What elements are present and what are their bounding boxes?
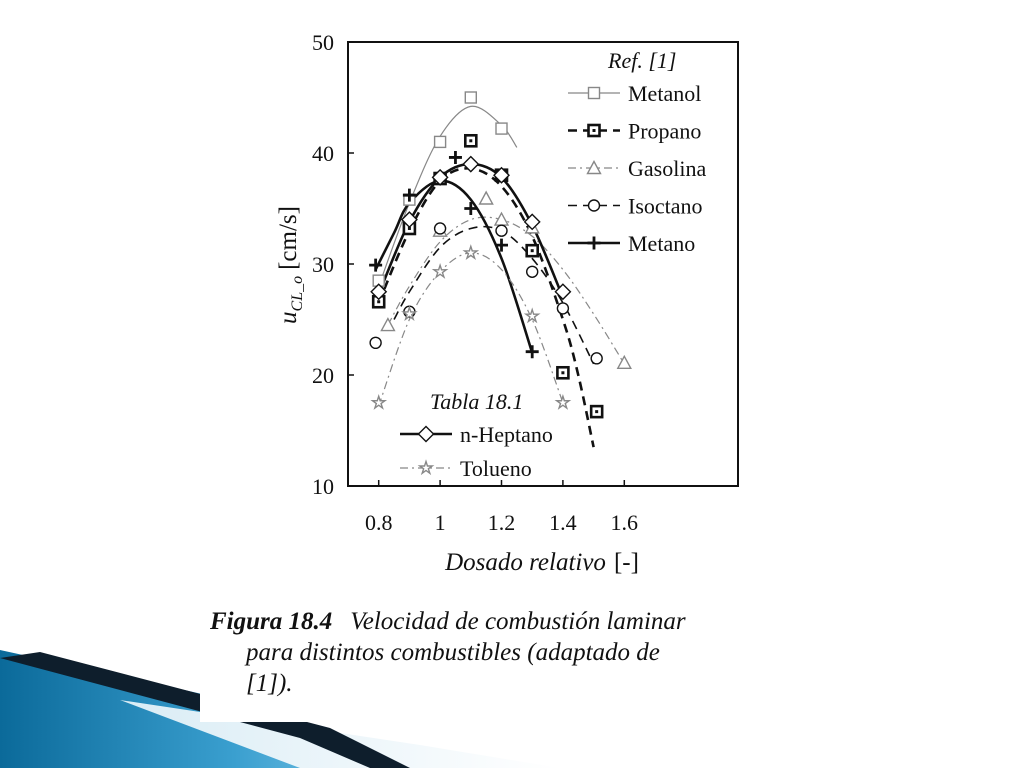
legend-label: Propano (628, 118, 702, 144)
x-tick-label: 1.2 (487, 510, 516, 535)
legend-marker (419, 427, 434, 442)
data-point (526, 345, 539, 358)
legend-marker (588, 237, 601, 250)
legend-table-title: Tabla 18.1 (430, 389, 524, 414)
legend-label: Gasolina (628, 156, 707, 181)
caption-label: Figura 18.4 (210, 608, 333, 635)
plot-frame (348, 42, 738, 486)
y-tick-label: 40 (312, 141, 334, 166)
legend-item-gasolina (568, 156, 706, 181)
legend-ref (568, 48, 706, 256)
data-point (496, 123, 507, 134)
data-point (591, 353, 602, 364)
legend-marker (420, 462, 432, 474)
legend-item-n-heptano (400, 422, 553, 447)
data-point (434, 265, 446, 277)
legend-marker (589, 200, 600, 211)
data-point (480, 192, 493, 204)
x-tick-label: 1 (434, 510, 446, 535)
legend-item-metanol (568, 81, 701, 106)
legend-label: n-Heptano (460, 422, 553, 447)
legend-item-tolueno (400, 456, 532, 481)
legend-label: Isoctano (628, 193, 703, 219)
caption-line-1: Velocidad de combustión laminar (350, 608, 686, 635)
data-point (370, 337, 381, 348)
caption-line-3: [1]). (246, 670, 293, 697)
data-point (557, 303, 568, 314)
y-tick-label: 20 (312, 363, 334, 388)
x-axis-label-main: Dosado relativo (445, 549, 606, 576)
x-tick-label: 0.8 (364, 510, 393, 535)
data-point (618, 356, 631, 368)
data-point (465, 92, 476, 103)
y-tick-label: 30 (312, 252, 334, 277)
series-line-metano (376, 181, 533, 353)
series-markers-gasolina (381, 192, 630, 368)
caption-line-2: para distintos combustibles (adaptado de (246, 639, 660, 666)
series-line-gasolina (388, 217, 624, 364)
y-axis-label (275, 206, 306, 324)
y-axis-label-unit: [cm/s] (275, 206, 302, 270)
legend-table (400, 389, 553, 481)
series-markers-tolueno (373, 246, 570, 408)
y-tick-label: 50 (312, 30, 334, 55)
data-point (557, 396, 569, 408)
x-axis-label-unit: [-] (613, 549, 639, 576)
data-point (381, 319, 394, 331)
x-tick-label: 1.6 (610, 510, 639, 535)
x-axis-label (444, 549, 639, 576)
legend-item-isoctano (568, 194, 703, 219)
data-point (435, 223, 446, 234)
legend-ref-title: Ref. [1] (608, 48, 677, 73)
legend-label: Tolueno (460, 456, 532, 481)
legend-marker (589, 88, 600, 99)
data-point (527, 266, 538, 277)
y-tick-label: 10 (312, 474, 334, 499)
data-point (435, 136, 446, 147)
x-tick-label: 1.4 (549, 510, 577, 535)
legend-label: Metano (628, 231, 696, 256)
data-point (496, 225, 507, 236)
y-axis-label-main: u (275, 311, 302, 324)
figure-caption (210, 606, 810, 699)
data-point (449, 151, 462, 164)
legend-item-metano (568, 231, 695, 256)
y-axis-label-sub: CL_o (289, 275, 306, 312)
legend-item-propano (568, 119, 701, 144)
data-point (465, 246, 477, 258)
data-point (373, 396, 385, 408)
legend-label: Metanol (628, 81, 702, 106)
